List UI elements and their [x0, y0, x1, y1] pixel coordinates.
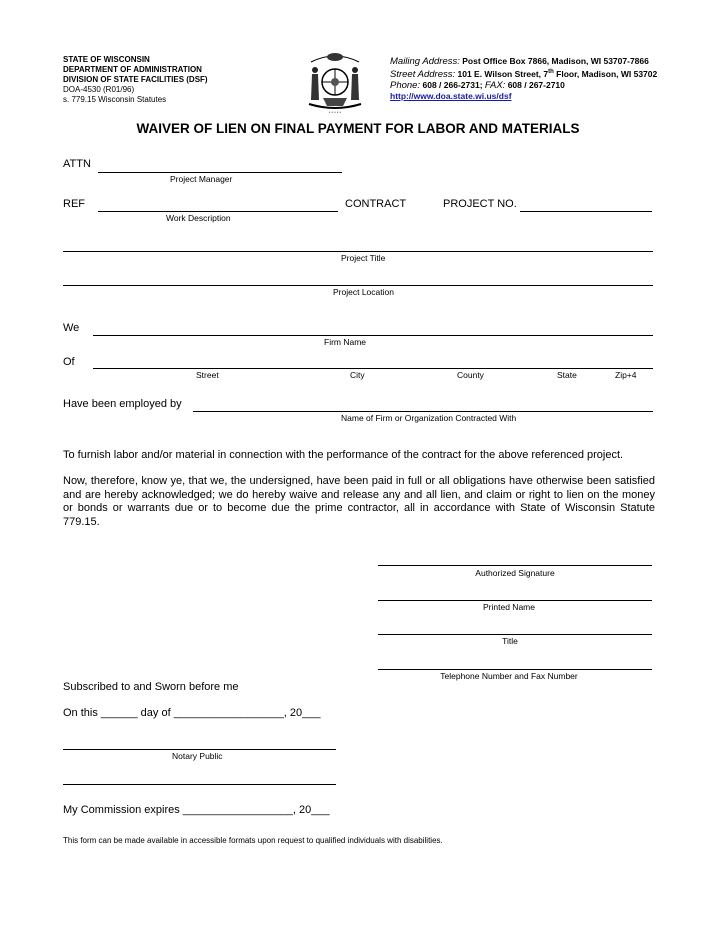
- firm-contracted-caption: Name of Firm or Organization Contracted With: [341, 413, 517, 423]
- of-label: Of: [63, 356, 75, 368]
- project-location-field[interactable]: [63, 285, 653, 286]
- accessibility-notice: This form can be made available in accessible formats upon request to qualified individuals with disabilities.: [63, 836, 443, 845]
- firm-name-field[interactable]: [93, 335, 653, 336]
- firm-name-caption: Firm Name: [324, 337, 367, 347]
- phone-value: 608 / 266-2731;: [422, 79, 483, 90]
- employed-by-label: Have been employed by: [63, 398, 182, 410]
- project-title-caption: Project Title: [341, 253, 386, 263]
- attn-field[interactable]: [98, 172, 342, 173]
- statute-reference: s. 779.15 Wisconsin Statutes: [63, 95, 167, 104]
- contact-block: [390, 56, 657, 102]
- svg-text:* * * * *: * * * * *: [328, 110, 342, 115]
- authorized-signature-caption: Authorized Signature: [475, 568, 555, 578]
- printed-name-caption: Printed Name: [483, 602, 535, 612]
- project-no-field[interactable]: [520, 211, 652, 212]
- mailing-value: Post Office Box 7866, Madison, WI 53707-7866: [462, 56, 649, 66]
- project-no-label: PROJECT NO.: [443, 198, 517, 210]
- address-field[interactable]: [93, 368, 653, 369]
- contract-label: CONTRACT: [345, 198, 407, 210]
- street-value-rest: Floor, Madison, WI 53702: [553, 68, 658, 79]
- agency-line-1: STATE OF WISCONSIN: [63, 55, 150, 64]
- agency-block: [63, 55, 208, 105]
- telephone-fax-caption: Telephone Number and Fax Number: [440, 671, 578, 681]
- form-number: DOA-4530 (R01/96): [63, 85, 135, 94]
- mailing-address: [390, 56, 657, 67]
- state-caption: State: [557, 370, 577, 380]
- agency-line-3: DIVISION OF STATE FACILITIES (DSF): [63, 75, 208, 84]
- phone-fax: [390, 80, 657, 91]
- paragraph-furnish: To furnish labor and/or material in connection with the performance of the contract for the above referenced project.: [63, 449, 624, 461]
- title-caption: Title: [502, 636, 518, 646]
- form-title: WAIVER OF LIEN ON FINAL PAYMENT FOR LABOR AND MATERIALS: [136, 121, 580, 136]
- agency-line-2: DEPARTMENT OF ADMINISTRATION: [63, 65, 202, 74]
- street-caption: Street: [196, 370, 219, 380]
- employed-by-field[interactable]: [193, 411, 653, 412]
- ref-field[interactable]: [98, 211, 338, 212]
- notary-public-field[interactable]: [63, 749, 336, 750]
- project-location-caption: Project Location: [333, 287, 394, 297]
- street-label: Street Address:: [390, 68, 456, 80]
- mailing-label: Mailing Address:: [390, 56, 460, 67]
- attn-label: ATTN: [63, 158, 91, 170]
- telephone-fax-field[interactable]: [378, 669, 652, 670]
- street-address: [390, 67, 657, 80]
- county-caption: County: [457, 370, 484, 380]
- fax-label: FAX:: [484, 79, 506, 91]
- project-manager-caption: Project Manager: [170, 174, 233, 184]
- fax-value: 608 / 267-2710: [507, 79, 565, 90]
- state-seal-icon: [303, 48, 367, 116]
- street-value: 101 E. Wilson Street, 7: [457, 68, 549, 79]
- paragraph-waiver: Now, therefore, know ye, that we, the undersigned, have been paid in full or all obligations have otherwise been satisfied and are hereby acknowledged; we do hereby waive and release any and all lien, and claim or right to lien on the money or bonds or warrants due or to become due the prime contractor, all in accordance with State of Wisconsin Statute 779.15.: [63, 475, 655, 528]
- commission-expires-line[interactable]: My Commission expires __________________, 20___: [63, 804, 330, 816]
- authorized-signature-field[interactable]: [378, 565, 652, 566]
- street-ordinal: th: [548, 69, 554, 75]
- city-caption: City: [350, 370, 365, 380]
- subscribed-text: Subscribed to and Sworn before me: [63, 681, 239, 693]
- website-link[interactable]: http://www.doa.state.wi.us/dsf: [390, 90, 512, 101]
- project-title-field[interactable]: [63, 251, 653, 252]
- ref-label: REF: [63, 198, 85, 210]
- notary-seal-field[interactable]: [63, 784, 336, 785]
- work-description-caption: Work Description: [166, 213, 231, 223]
- title-field[interactable]: [378, 634, 652, 635]
- zip-caption: Zip+4: [615, 370, 637, 380]
- we-label: We: [63, 322, 80, 334]
- phone-label: Phone:: [390, 79, 421, 91]
- on-this-day-line[interactable]: On this ______ day of __________________, 20___: [63, 707, 321, 719]
- notary-public-caption: Notary Public: [172, 751, 223, 761]
- printed-name-field[interactable]: [378, 600, 652, 601]
